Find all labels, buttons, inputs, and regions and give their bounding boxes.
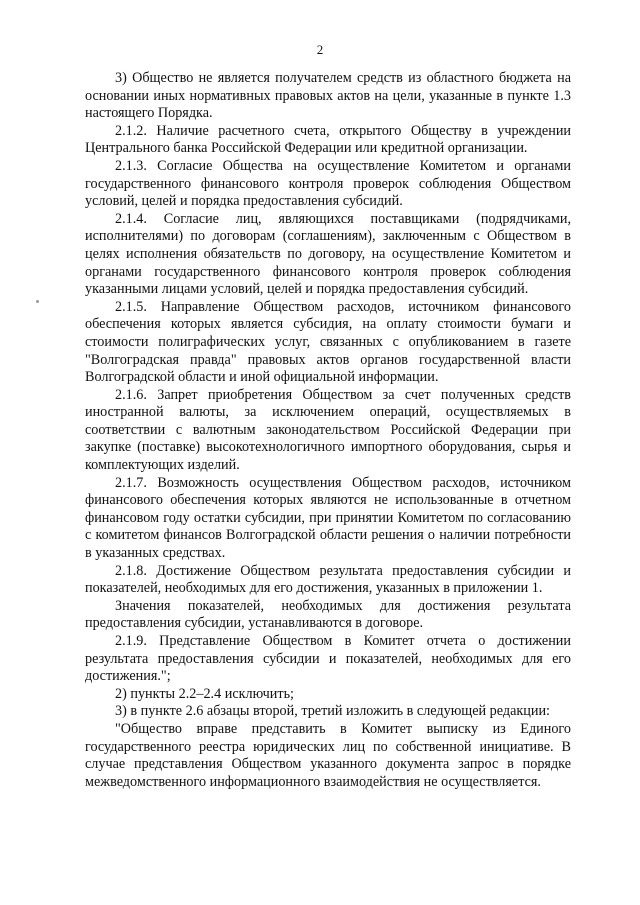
- margin-mark: [36, 300, 39, 303]
- paragraph-2: 2.1.2. Наличие расчетного счета, открытого Обществу в учреждении Центрального банка Российской Федерации или кредитной организации.: [85, 122, 571, 157]
- page-number: 2: [316, 42, 324, 57]
- paragraph-8: 2.1.8. Достижение Обществом результата предоставления субсидии и показателей, необходимых для его достижения, указанных в приложении 1.: [85, 562, 571, 597]
- paragraph-7: 2.1.7. Возможность осуществления Обществом расходов, источником финансового обеспечения которых являются не использованные в отчетном финансовом году остатки субсидии, при принятии Комитетом по согласованию с комитетом финансов Волгоградской области решения о наличии потребности в указанных средствах.: [85, 474, 571, 562]
- paragraph-5: 2.1.5. Направление Обществом расходов, источником финансового обеспечения которых является субсидия, на оплату стоимости бумаги и стоимости полиграфических услуг, связанных с опубликованием в газете "Волгоградская правда" правовых актов органов государственной власти Волгоградской области и иной официальной информации.: [85, 298, 571, 386]
- paragraph-13: "Общество вправе представить в Комитет выписку из Единого государственного реестра юридических лиц по собственной инициативе. В случае представления Обществом указанного документа запрос в порядке межведомственного информационного взаимодействия не осуществляется.: [85, 720, 571, 790]
- paragraph-9: Значения показателей, необходимых для достижения результата предоставления субсидии, устанавливаются в договоре.: [85, 597, 571, 632]
- paragraph-4: 2.1.4. Согласие лиц, являющихся поставщиками (подрядчиками, исполнителями) по договорам (соглашениям), заключенным с Обществом в целях исполнения обязательств по договору, на осуществление Комитетом и органами государственного финансового контроля проверок соблюдения указанными лицами условий, целей и порядка предоставления субсидий.: [85, 210, 571, 298]
- paragraph-10: 2.1.9. Представление Обществом в Комитет отчета о достижении результата предоставления субсидии и показателей, необходимых для его достижения.";: [85, 633, 571, 685]
- paragraph-3: 2.1.3. Согласие Общества на осуществление Комитетом и органами государственного финансового контроля проверок соблюдения Обществом условий, целей и порядка предоставления субсидий.: [85, 157, 571, 210]
- paragraph-6: 2.1.6. Запрет приобретения Обществом за счет полученных средств иностранной валюты, за исключением операций, осуществляемых в соответствии с валютным законодательством Российской Федерации при закупке (поставке) высокотехнологичного импортного оборудования, сырья и комплектующих изделий.: [85, 386, 571, 474]
- paragraph-11: 2) пункты 2.2–2.4 исключить;: [115, 685, 294, 702]
- paragraph-1: 3) Общество не является получателем средств из областного бюджета на основании иных нормативных правовых актов на цели, указанные в пункте 1.3 настоящего Порядка.: [85, 70, 571, 122]
- paragraph-12: 3) в пункте 2.6 абзацы второй, третий изложить в следующей редакции:: [115, 703, 550, 720]
- document-body: [85, 70, 571, 791]
